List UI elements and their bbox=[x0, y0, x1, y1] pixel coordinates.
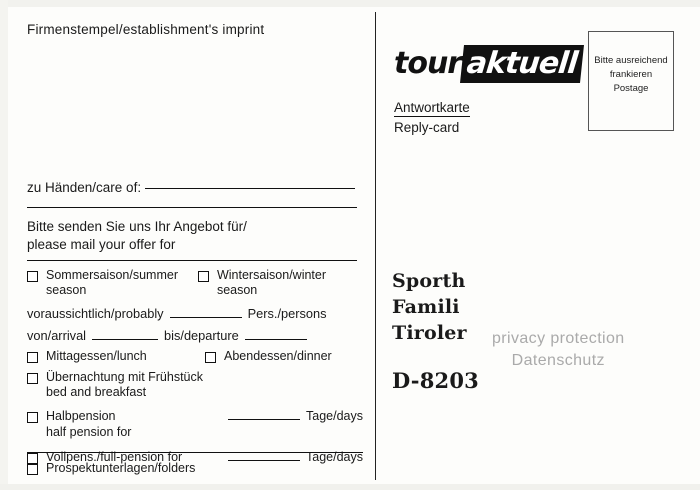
arrival-label: von/arrival bbox=[27, 327, 87, 343]
vertical-divider bbox=[375, 12, 376, 480]
address-line-1: Sporth bbox=[392, 270, 466, 292]
logo-text-aktuell: aktuell bbox=[460, 45, 584, 83]
offer-request-text bbox=[27, 218, 247, 254]
checkbox-summer-season[interactable] bbox=[27, 268, 198, 299]
checkbox-label-en: half pension for bbox=[46, 424, 132, 439]
half-pension-days-label: Tage/days bbox=[306, 409, 363, 424]
logo-text-tour: tour bbox=[394, 46, 462, 81]
request-form bbox=[27, 268, 363, 468]
arrival-input-rule[interactable] bbox=[92, 338, 158, 340]
departure-input-rule[interactable] bbox=[245, 338, 307, 340]
watermark-line-2: Datenschutz bbox=[511, 351, 605, 369]
care-of-rule[interactable] bbox=[145, 187, 355, 189]
postage-stamp-box bbox=[588, 31, 674, 131]
half-pension-days-rule[interactable] bbox=[228, 418, 300, 420]
stamp-line-3: Postage bbox=[613, 82, 649, 94]
checkbox-box[interactable] bbox=[27, 373, 38, 384]
departure-label: bis/departure bbox=[164, 327, 239, 343]
stamp-line-2: frankieren bbox=[609, 68, 653, 80]
reply-card-en: Reply-card bbox=[394, 120, 460, 135]
checkbox-box[interactable] bbox=[27, 271, 38, 282]
tour-aktuell-logo bbox=[394, 45, 582, 83]
divider-above-offer bbox=[27, 207, 357, 208]
season-row bbox=[27, 268, 363, 299]
recipient-address bbox=[392, 268, 479, 396]
checkbox-box[interactable] bbox=[27, 412, 38, 423]
divider-above-folders bbox=[27, 452, 363, 453]
offer-line-de: Bitte senden Sie uns Ihr Angebot für/ bbox=[27, 219, 247, 234]
checkbox-winter-season[interactable] bbox=[198, 268, 363, 299]
scan-edge-bottom bbox=[0, 484, 700, 490]
care-of-field bbox=[27, 180, 355, 195]
imprint-label: Firmenstempel/establishment's imprint bbox=[27, 22, 265, 37]
checkbox-label-de: Übernachtung mit Frühstück bbox=[46, 369, 204, 384]
checkbox-dinner[interactable] bbox=[205, 349, 332, 364]
stamp-line-1: Bitte ausreichend bbox=[594, 55, 668, 66]
checkbox-label: Sommersaison/summer season bbox=[46, 268, 178, 298]
full-pension-days-label: Tage/days bbox=[306, 449, 363, 464]
persons-row bbox=[27, 306, 363, 321]
scan-edge-left bbox=[0, 0, 8, 490]
probably-label: voraussichtlich/probably bbox=[27, 305, 164, 321]
reply-card-caption bbox=[394, 100, 470, 135]
checkbox-label: Abendessen/dinner bbox=[224, 348, 332, 363]
half-pension-top-line bbox=[46, 409, 363, 424]
checkbox-folders[interactable] bbox=[27, 461, 363, 476]
meals-row bbox=[27, 349, 363, 364]
checkbox-label-en: bed and breakfast bbox=[46, 385, 147, 399]
care-of-label: zu Händen/care of: bbox=[27, 180, 142, 195]
address-line-2: Famili bbox=[392, 296, 460, 319]
checkbox-half-pension[interactable] bbox=[27, 409, 363, 440]
address-line-3: Tiroler bbox=[392, 322, 467, 345]
checkbox-label: Prospektunterlagen/folders bbox=[46, 461, 196, 475]
checkbox-label: Wintersaison/winter season bbox=[216, 268, 327, 298]
checkbox-label: Mittagessen/lunch bbox=[46, 348, 147, 363]
checkbox-box[interactable] bbox=[27, 464, 38, 475]
reply-card-de: Antwortkarte bbox=[394, 100, 470, 115]
divider-below-offer bbox=[27, 260, 357, 261]
checkbox-box[interactable] bbox=[27, 352, 38, 363]
privacy-watermark bbox=[492, 328, 625, 371]
checkbox-bed-and-breakfast[interactable] bbox=[27, 370, 363, 401]
scan-edge-top bbox=[0, 0, 700, 7]
checkbox-box[interactable] bbox=[205, 352, 216, 363]
address-postcode: D-8203 bbox=[392, 367, 479, 393]
checkbox-lunch[interactable] bbox=[27, 349, 205, 364]
persons-input-rule[interactable] bbox=[170, 316, 242, 318]
offer-line-en: please mail your offer for bbox=[27, 237, 176, 253]
persons-label: Pers./persons bbox=[247, 305, 327, 321]
watermark-line-1: privacy protection bbox=[492, 330, 625, 347]
checkbox-label: Vollpens./full-pension for bbox=[46, 449, 183, 464]
checkbox-label-de: Halbpension bbox=[46, 409, 116, 424]
dates-row bbox=[27, 328, 363, 343]
checkbox-box[interactable] bbox=[198, 271, 209, 282]
